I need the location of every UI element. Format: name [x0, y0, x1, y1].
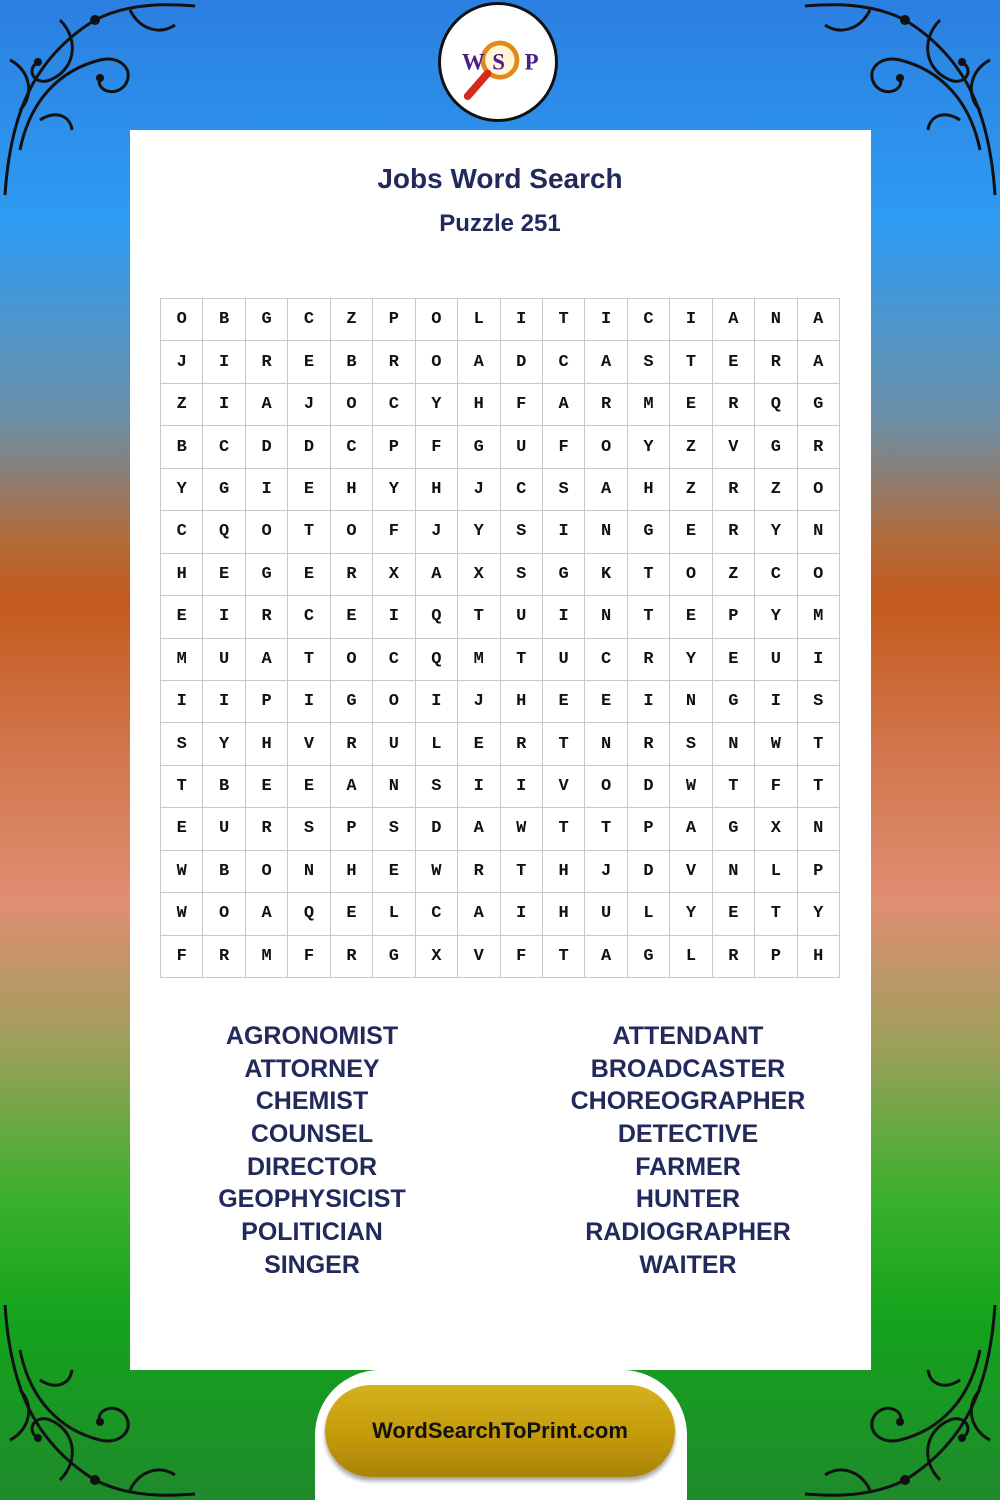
grid-cell[interactable]: J	[585, 851, 627, 893]
grid-cell[interactable]: Y	[755, 596, 797, 638]
grid-cell[interactable]: I	[670, 299, 712, 341]
grid-cell[interactable]: Q	[416, 596, 458, 638]
grid-cell[interactable]: T	[161, 766, 203, 808]
grid-cell[interactable]: Y	[416, 384, 458, 426]
grid-cell[interactable]: D	[628, 766, 670, 808]
grid-cell[interactable]: O	[798, 469, 840, 511]
grid-cell[interactable]: V	[670, 851, 712, 893]
grid-cell[interactable]: U	[203, 639, 245, 681]
word-list-right	[528, 1020, 848, 1282]
grid-cell[interactable]: W	[161, 851, 203, 893]
word-item: CHOREOGRAPHER	[570, 1087, 806, 1116]
grid-cell[interactable]: B	[161, 426, 203, 468]
grid-cell[interactable]: S	[501, 554, 543, 596]
grid-cell[interactable]: J	[416, 511, 458, 553]
grid-cell[interactable]: M	[798, 596, 840, 638]
grid-cell[interactable]: L	[416, 723, 458, 765]
grid-cell[interactable]: A	[713, 299, 755, 341]
grid-cell[interactable]: O	[798, 554, 840, 596]
grid-cell[interactable]: E	[288, 469, 330, 511]
grid-cell[interactable]: T	[798, 766, 840, 808]
grid-cell[interactable]: A	[416, 554, 458, 596]
grid-cell[interactable]: T	[628, 596, 670, 638]
grid-cell[interactable]: N	[713, 851, 755, 893]
grid-cell[interactable]: B	[203, 766, 245, 808]
grid-cell[interactable]: H	[458, 384, 500, 426]
grid-cell[interactable]: J	[288, 384, 330, 426]
grid-cell[interactable]: R	[755, 341, 797, 383]
grid-cell[interactable]: W	[161, 893, 203, 935]
grid-cell[interactable]: P	[628, 808, 670, 850]
grid-cell[interactable]: U	[543, 639, 585, 681]
grid-cell[interactable]: R	[203, 936, 245, 978]
grid-cell[interactable]: D	[246, 426, 288, 468]
grid-cell[interactable]: R	[458, 851, 500, 893]
grid-cell[interactable]: G	[543, 554, 585, 596]
grid-cell[interactable]: A	[585, 936, 627, 978]
grid-cell[interactable]: T	[755, 893, 797, 935]
word-item: POLITICIAN	[241, 1218, 383, 1247]
grid-cell[interactable]: F	[755, 766, 797, 808]
grid-cell[interactable]: O	[203, 893, 245, 935]
grid-cell[interactable]: R	[246, 341, 288, 383]
grid-cell[interactable]: A	[458, 893, 500, 935]
grid-cell[interactable]: C	[161, 511, 203, 553]
grid-cell[interactable]: E	[670, 511, 712, 553]
grid-cell[interactable]: C	[373, 384, 415, 426]
grid-cell[interactable]: C	[585, 639, 627, 681]
grid-cell[interactable]: A	[458, 808, 500, 850]
word-item: DETECTIVE	[617, 1120, 759, 1149]
grid-cell[interactable]: D	[628, 851, 670, 893]
grid-cell[interactable]: H	[331, 851, 373, 893]
grid-cell[interactable]: E	[246, 766, 288, 808]
grid-cell[interactable]: C	[628, 299, 670, 341]
grid-cell[interactable]: V	[713, 426, 755, 468]
grid-cell[interactable]: L	[670, 936, 712, 978]
grid-cell[interactable]: N	[798, 808, 840, 850]
grid-cell[interactable]: E	[713, 893, 755, 935]
grid-cell[interactable]: G	[628, 511, 670, 553]
grid-cell[interactable]: F	[373, 511, 415, 553]
grid-cell[interactable]: R	[585, 384, 627, 426]
grid-cell[interactable]: G	[713, 681, 755, 723]
word-item: CHEMIST	[255, 1087, 369, 1116]
grid-cell[interactable]: A	[585, 469, 627, 511]
grid-cell[interactable]: P	[798, 851, 840, 893]
grid-cell[interactable]: I	[203, 681, 245, 723]
grid-cell[interactable]: Y	[670, 639, 712, 681]
grid-cell[interactable]: G	[246, 299, 288, 341]
grid-cell[interactable]: J	[161, 341, 203, 383]
grid-cell[interactable]: V	[543, 766, 585, 808]
grid-cell[interactable]: I	[501, 299, 543, 341]
grid-cell[interactable]: R	[798, 426, 840, 468]
grid-cell[interactable]: S	[416, 766, 458, 808]
grid-cell[interactable]: M	[246, 936, 288, 978]
grid-cell[interactable]: E	[670, 596, 712, 638]
grid-cell[interactable]: Y	[755, 511, 797, 553]
grid-cell[interactable]: T	[628, 554, 670, 596]
grid-cell[interactable]: H	[628, 469, 670, 511]
grid-cell[interactable]: S	[288, 808, 330, 850]
grid-cell[interactable]: T	[288, 639, 330, 681]
grid-cell[interactable]: B	[331, 341, 373, 383]
grid-cell[interactable]: X	[458, 554, 500, 596]
grid-cell[interactable]: E	[288, 554, 330, 596]
grid-cell[interactable]: G	[246, 554, 288, 596]
grid-cell[interactable]: U	[203, 808, 245, 850]
grid-cell[interactable]: P	[373, 299, 415, 341]
grid-cell[interactable]: W	[755, 723, 797, 765]
grid-cell[interactable]: E	[713, 341, 755, 383]
grid-cell[interactable]: F	[416, 426, 458, 468]
grid-cell[interactable]: Y	[373, 469, 415, 511]
grid-cell[interactable]: I	[798, 639, 840, 681]
grid-cell[interactable]: C	[288, 596, 330, 638]
grid-cell[interactable]: R	[246, 596, 288, 638]
grid-cell[interactable]: L	[755, 851, 797, 893]
grid-cell[interactable]: S	[373, 808, 415, 850]
word-item: ATTENDANT	[612, 1022, 764, 1050]
grid-cell[interactable]: R	[331, 936, 373, 978]
grid-cell[interactable]: Z	[755, 469, 797, 511]
grid-cell[interactable]: K	[585, 554, 627, 596]
grid-cell[interactable]: O	[585, 426, 627, 468]
grid-cell[interactable]: E	[373, 851, 415, 893]
grid-cell[interactable]: V	[288, 723, 330, 765]
grid-cell[interactable]: T	[798, 723, 840, 765]
grid-cell[interactable]: P	[755, 936, 797, 978]
grid-cell[interactable]: E	[713, 639, 755, 681]
grid-cell[interactable]: W	[670, 766, 712, 808]
grid-cell[interactable]: C	[331, 426, 373, 468]
grid-cell[interactable]: I	[628, 681, 670, 723]
grid-cell[interactable]: O	[416, 299, 458, 341]
grid-cell[interactable]: N	[798, 511, 840, 553]
grid-cell[interactable]: N	[713, 723, 755, 765]
grid-cell[interactable]: O	[585, 766, 627, 808]
grid-cell[interactable]: I	[543, 596, 585, 638]
grid-cell[interactable]: F	[161, 936, 203, 978]
grid-cell[interactable]: E	[543, 681, 585, 723]
grid-cell[interactable]: S	[628, 341, 670, 383]
grid-cell[interactable]: W	[501, 808, 543, 850]
grid-cell[interactable]: J	[458, 681, 500, 723]
grid-cell[interactable]: H	[501, 681, 543, 723]
grid-cell[interactable]: B	[203, 299, 245, 341]
grid-cell[interactable]: C	[373, 639, 415, 681]
grid-cell[interactable]: I	[161, 681, 203, 723]
grid-cell[interactable]: I	[373, 596, 415, 638]
grid-cell[interactable]: E	[161, 596, 203, 638]
grid-cell[interactable]: Z	[670, 469, 712, 511]
grid-cell[interactable]: G	[798, 384, 840, 426]
grid-cell[interactable]: T	[543, 299, 585, 341]
website-link-button[interactable]	[325, 1385, 675, 1477]
page-title: Jobs Word Search	[377, 163, 623, 194]
grid-cell[interactable]: P	[246, 681, 288, 723]
grid-cell[interactable]: H	[543, 893, 585, 935]
grid-cell[interactable]: P	[373, 426, 415, 468]
grid-cell[interactable]: Y	[670, 893, 712, 935]
grid-cell[interactable]: Y	[161, 469, 203, 511]
grid-cell[interactable]: T	[713, 766, 755, 808]
grid-cell[interactable]: G	[713, 808, 755, 850]
grid-cell[interactable]: A	[585, 341, 627, 383]
grid-cell[interactable]: E	[161, 808, 203, 850]
grid-cell[interactable]: A	[246, 893, 288, 935]
word-item: DIRECTOR	[246, 1152, 378, 1181]
grid-cell[interactable]: G	[458, 426, 500, 468]
letter-grid	[160, 298, 840, 978]
grid-cell[interactable]: I	[501, 893, 543, 935]
grid-cell[interactable]: G	[331, 681, 373, 723]
logo	[438, 2, 558, 122]
grid-cell[interactable]: E	[670, 384, 712, 426]
grid-cell[interactable]: A	[246, 384, 288, 426]
grid-cell[interactable]: E	[331, 596, 373, 638]
grid-cell[interactable]: I	[755, 681, 797, 723]
grid-cell[interactable]: D	[288, 426, 330, 468]
grid-cell[interactable]: R	[331, 723, 373, 765]
grid-cell[interactable]: S	[161, 723, 203, 765]
grid-cell[interactable]: X	[373, 554, 415, 596]
grid-cell[interactable]: I	[203, 596, 245, 638]
grid-cell[interactable]: A	[331, 766, 373, 808]
grid-cell[interactable]: J	[458, 469, 500, 511]
grid-cell[interactable]: C	[543, 341, 585, 383]
grid-cell[interactable]: A	[458, 341, 500, 383]
word-item: COUNSEL	[250, 1120, 374, 1149]
word-list-left	[152, 1020, 472, 1282]
grid-cell[interactable]: T	[288, 511, 330, 553]
grid-cell[interactable]: E	[458, 723, 500, 765]
grid-cell[interactable]: X	[416, 936, 458, 978]
grid-cell[interactable]: H	[331, 469, 373, 511]
grid-cell[interactable]: P	[713, 596, 755, 638]
grid-cell[interactable]: R	[501, 723, 543, 765]
grid-cell[interactable]: O	[331, 639, 373, 681]
logo-letter-w: W	[461, 49, 485, 75]
grid-cell[interactable]: A	[246, 639, 288, 681]
grid-cell[interactable]: D	[501, 341, 543, 383]
grid-cell[interactable]: T	[585, 808, 627, 850]
grid-cell[interactable]: C	[416, 893, 458, 935]
grid-cell[interactable]: N	[288, 851, 330, 893]
word-item: HUNTER	[635, 1185, 741, 1214]
grid-cell[interactable]: S	[501, 511, 543, 553]
grid-cell[interactable]: Q	[203, 511, 245, 553]
grid-cell[interactable]: E	[288, 341, 330, 383]
word-item: BROADCASTER	[590, 1054, 786, 1083]
grid-cell[interactable]: Q	[755, 384, 797, 426]
grid-cell[interactable]: I	[203, 384, 245, 426]
grid-cell[interactable]: X	[755, 808, 797, 850]
grid-cell[interactable]: T	[501, 851, 543, 893]
grid-cell[interactable]: T	[501, 639, 543, 681]
grid-cell[interactable]: O	[331, 384, 373, 426]
grid-cell[interactable]: I	[288, 681, 330, 723]
grid-cell[interactable]: Y	[798, 893, 840, 935]
grid-cell[interactable]: H	[543, 851, 585, 893]
grid-cell[interactable]: O	[670, 554, 712, 596]
grid-cell[interactable]: C	[203, 426, 245, 468]
grid-cell[interactable]: H	[246, 723, 288, 765]
grid-cell[interactable]: R	[713, 511, 755, 553]
word-item: WAITER	[639, 1250, 737, 1279]
grid-cell[interactable]: A	[543, 384, 585, 426]
grid-cell[interactable]: B	[203, 851, 245, 893]
grid-cell[interactable]: Q	[288, 893, 330, 935]
grid-cell[interactable]: T	[458, 596, 500, 638]
grid-cell[interactable]: E	[331, 893, 373, 935]
grid-cell[interactable]: O	[331, 511, 373, 553]
grid-cell[interactable]: U	[373, 723, 415, 765]
grid-cell[interactable]: Y	[628, 426, 670, 468]
grid-cell[interactable]: U	[585, 893, 627, 935]
grid-cell[interactable]: H	[416, 469, 458, 511]
grid-cell[interactable]: G	[203, 469, 245, 511]
grid-cell[interactable]: U	[501, 596, 543, 638]
grid-cell[interactable]: T	[670, 341, 712, 383]
grid-cell[interactable]: I	[416, 681, 458, 723]
grid-cell[interactable]: G	[628, 936, 670, 978]
grid-cell[interactable]: R	[373, 341, 415, 383]
word-item: SINGER	[264, 1250, 360, 1279]
grid-cell[interactable]: S	[798, 681, 840, 723]
grid-cell[interactable]: R	[713, 384, 755, 426]
grid-cell[interactable]: E	[288, 766, 330, 808]
grid-cell[interactable]: O	[161, 299, 203, 341]
website-link-label: WordSearchToPrint.com	[372, 1418, 628, 1443]
grid-cell[interactable]: Z	[670, 426, 712, 468]
logo-letter-s: S	[492, 49, 505, 75]
grid-cell[interactable]: U	[501, 426, 543, 468]
grid-cell[interactable]: L	[628, 893, 670, 935]
grid-cell[interactable]: F	[288, 936, 330, 978]
grid-cell[interactable]: R	[628, 723, 670, 765]
word-item: GEOPHYSICIST	[218, 1185, 406, 1214]
grid-cell[interactable]: I	[203, 341, 245, 383]
grid-cell[interactable]: D	[416, 808, 458, 850]
grid-cell[interactable]: G	[755, 426, 797, 468]
grid-cell[interactable]: T	[543, 808, 585, 850]
grid-cell[interactable]: A	[670, 808, 712, 850]
grid-cell[interactable]: G	[373, 936, 415, 978]
grid-cell[interactable]: C	[501, 469, 543, 511]
grid-cell[interactable]: Y	[203, 723, 245, 765]
grid-cell[interactable]: P	[331, 808, 373, 850]
grid-cell[interactable]: A	[798, 341, 840, 383]
grid-cell[interactable]: S	[670, 723, 712, 765]
grid-cell[interactable]: F	[543, 426, 585, 468]
grid-cell[interactable]: R	[331, 554, 373, 596]
grid-cell[interactable]: I	[585, 299, 627, 341]
grid-cell[interactable]: H	[798, 936, 840, 978]
grid-cell[interactable]: N	[373, 766, 415, 808]
grid-cell[interactable]: I	[501, 766, 543, 808]
grid-cell[interactable]: H	[161, 554, 203, 596]
grid-cell[interactable]: Z	[161, 384, 203, 426]
grid-cell[interactable]: I	[543, 511, 585, 553]
word-item: ATTORNEY	[244, 1054, 380, 1083]
grid-cell[interactable]: M	[628, 384, 670, 426]
grid-cell[interactable]: Z	[331, 299, 373, 341]
grid-cell[interactable]: F	[501, 936, 543, 978]
grid-cell[interactable]: S	[543, 469, 585, 511]
grid-cell[interactable]: O	[416, 341, 458, 383]
grid-cell[interactable]: E	[585, 681, 627, 723]
grid-cell[interactable]: N	[585, 596, 627, 638]
grid-cell[interactable]: R	[713, 936, 755, 978]
grid-cell[interactable]: U	[755, 639, 797, 681]
grid-cell[interactable]: O	[246, 851, 288, 893]
grid-cell[interactable]: E	[203, 554, 245, 596]
grid-cell[interactable]: C	[288, 299, 330, 341]
grid-cell[interactable]: I	[246, 469, 288, 511]
grid-cell[interactable]: L	[458, 299, 500, 341]
grid-cell[interactable]: L	[373, 893, 415, 935]
word-item: AGRONOMIST	[225, 1022, 399, 1050]
grid-cell[interactable]: F	[501, 384, 543, 426]
grid-cell[interactable]: R	[246, 808, 288, 850]
word-item: RADIOGRAPHER	[585, 1218, 791, 1247]
grid-cell[interactable]: R	[713, 469, 755, 511]
grid-cell[interactable]: N	[585, 723, 627, 765]
grid-cell[interactable]: A	[798, 299, 840, 341]
grid-cell[interactable]: O	[373, 681, 415, 723]
grid-cell[interactable]: W	[416, 851, 458, 893]
grid-cell[interactable]: M	[161, 639, 203, 681]
puzzle-number: Puzzle 251	[439, 210, 561, 237]
grid-cell[interactable]: C	[755, 554, 797, 596]
grid-cell[interactable]: Z	[713, 554, 755, 596]
grid-cell[interactable]: M	[458, 639, 500, 681]
grid-cell[interactable]: O	[246, 511, 288, 553]
grid-cell[interactable]: R	[628, 639, 670, 681]
word-item: FARMER	[635, 1152, 741, 1181]
grid-cell[interactable]: N	[670, 681, 712, 723]
grid-cell[interactable]: I	[458, 766, 500, 808]
grid-cell[interactable]: Y	[458, 511, 500, 553]
grid-cell[interactable]: Q	[416, 639, 458, 681]
grid-cell[interactable]: T	[543, 723, 585, 765]
grid-cell[interactable]: T	[543, 936, 585, 978]
grid-cell[interactable]: V	[458, 936, 500, 978]
grid-cell[interactable]: N	[585, 511, 627, 553]
grid-cell[interactable]: N	[755, 299, 797, 341]
logo-letter-p: P	[524, 49, 539, 75]
